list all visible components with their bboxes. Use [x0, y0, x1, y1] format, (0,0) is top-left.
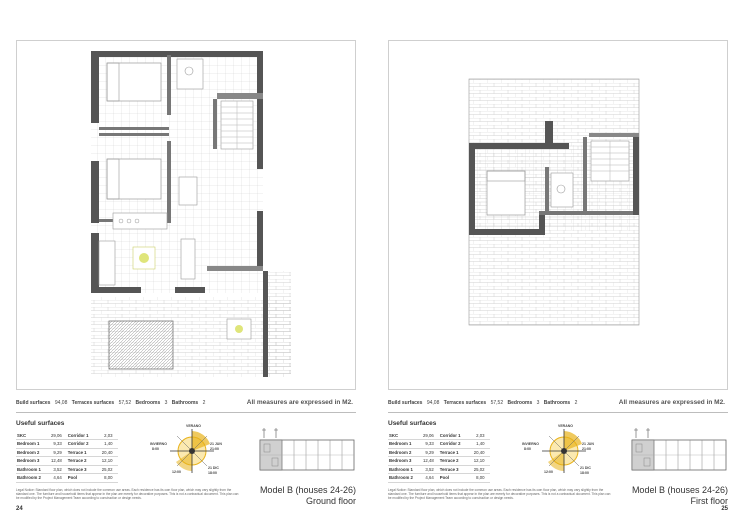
- divider: [388, 412, 728, 413]
- floor-plan-first: [388, 40, 728, 390]
- table-row: [388, 440, 490, 449]
- page-number: 24: [16, 506, 23, 512]
- key-plan-icon: [630, 426, 728, 472]
- room-name: Bedroom 1: [388, 440, 422, 449]
- measures-note: All measures are expressed in M2.: [246, 399, 353, 406]
- compass-jun-time: 21:00: [210, 447, 219, 451]
- room-name: Corridor 1: [439, 431, 473, 440]
- room-name: Bathroom 2: [388, 474, 422, 483]
- room-area: 1,40: [473, 440, 490, 449]
- floor-name: First floor: [690, 496, 728, 506]
- sun-path-compass: [522, 424, 594, 482]
- floor-plan-ground: [16, 40, 356, 390]
- useful-surfaces-title: Useful surfaces: [388, 420, 437, 427]
- model-name: Model B (houses 24-26): [631, 485, 728, 495]
- room-area: 2,03: [101, 431, 118, 440]
- terraces-value: 57,52: [118, 400, 132, 406]
- compass-invierno-time: 8:00: [152, 447, 160, 451]
- legal-notice: Legal Notice: Standard floor plan, which does not include the common use areas. Each residence has its own floor plan, which may vary slightly from the standard one. The furniture and household items that appear in the plan are merely for decorative purposes. This is not a contractual document. This plan can be modified by the Project Management Team according to construction or design needs.: [16, 488, 239, 500]
- table-row: [388, 465, 490, 474]
- room-area: 12,10: [473, 457, 490, 466]
- legal-notice: Legal Notice: Standard floor plan, which does not include the common use areas. Each residence has its own floor plan, which may vary slightly from the standard one. The furniture and household items that appear in the plan are merely for decorative purposes. This is not a contractual document. This plan can be modified by the Project Management Team according to construction or design needs.: [388, 488, 611, 500]
- room-name: Bathroom 1: [16, 465, 50, 474]
- useful-surfaces-table: [388, 431, 490, 483]
- compass-dic: 21 DIC: [208, 466, 219, 470]
- room-area: 12,48: [422, 457, 439, 466]
- room-name: Bathroom 1: [388, 465, 422, 474]
- terraces-label: Terraces surfaces: [443, 400, 487, 406]
- room-area: 4,64: [50, 474, 67, 483]
- surface-summary: [16, 400, 356, 412]
- table-row: [388, 448, 490, 457]
- table-row: [16, 474, 118, 483]
- model-name: Model B (houses 24-26): [259, 485, 356, 495]
- sun-path-compass: [150, 424, 222, 482]
- compass-invierno: INVIERNO: [150, 442, 167, 446]
- table-row: [16, 431, 118, 440]
- room-area: 4,64: [422, 474, 439, 483]
- room-area: 9,33: [422, 440, 439, 449]
- room-area: 9,29: [50, 448, 67, 457]
- room-area: 9,33: [50, 440, 67, 449]
- room-name: Corridor 2: [67, 440, 101, 449]
- room-name: Corridor 2: [439, 440, 473, 449]
- room-name: Terrace 3: [439, 465, 473, 474]
- page-number: 25: [721, 506, 728, 512]
- table-row: [388, 457, 490, 466]
- table-row: [388, 431, 490, 440]
- measures-note: All measures are expressed in M2.: [618, 399, 725, 406]
- room-name: Terrace 1: [439, 448, 473, 457]
- room-name: Terrace 2: [439, 457, 473, 466]
- compass-dic: 21 DIC: [580, 466, 591, 470]
- room-name: Bathroom 2: [16, 474, 50, 483]
- table-row: [16, 448, 118, 457]
- useful-surfaces-title: Useful surfaces: [16, 420, 65, 427]
- model-title: [260, 485, 356, 507]
- room-area: 29,06: [50, 431, 67, 440]
- room-area: 3,52: [50, 465, 67, 474]
- room-name: Terrace 1: [67, 448, 101, 457]
- compass-dic-time: 18:00: [580, 471, 589, 475]
- room-area: 1,40: [101, 440, 118, 449]
- page-first-floor: [372, 0, 744, 526]
- room-name: Bedroom 2: [388, 448, 422, 457]
- compass-verano: VERANO: [186, 424, 201, 428]
- room-area: 25,02: [473, 465, 490, 474]
- compass-jun: 21 JUN: [210, 442, 222, 446]
- ground-floor-drawing: [17, 41, 357, 391]
- room-name: Bedroom 3: [16, 457, 50, 466]
- room-name: Terrace 3: [67, 465, 101, 474]
- table-row: [16, 440, 118, 449]
- room-name: Terrace 2: [67, 457, 101, 466]
- compass-verano: VERANO: [558, 424, 573, 428]
- room-name: Pool: [67, 474, 101, 483]
- bedrooms-value: 3: [164, 400, 168, 406]
- compass-noon: 12:00: [172, 470, 181, 474]
- bedrooms-label: Bedrooms: [135, 400, 161, 406]
- compass-noon: 12:00: [544, 470, 553, 474]
- room-area: 8,00: [101, 474, 118, 483]
- surface-summary: [388, 400, 728, 412]
- room-area: 12,48: [50, 457, 67, 466]
- room-area: 25,02: [101, 465, 118, 474]
- model-title: [632, 485, 728, 507]
- first-floor-drawing: [389, 41, 729, 391]
- bedrooms-label: Bedrooms: [507, 400, 533, 406]
- compass-jun-time: 21:00: [582, 447, 591, 451]
- floor-name: Ground floor: [305, 496, 356, 506]
- bathrooms-label: Bathrooms: [543, 400, 571, 406]
- divider: [16, 412, 356, 413]
- compass-jun: 21 JUN: [582, 442, 594, 446]
- room-name: Pool: [439, 474, 473, 483]
- bathrooms-value: 2: [574, 400, 578, 406]
- room-area: 8,00: [473, 474, 490, 483]
- build-surfaces-label: Build surfaces: [388, 400, 423, 406]
- build-surfaces-label: Build surfaces: [16, 400, 51, 406]
- bathrooms-label: Bathrooms: [171, 400, 199, 406]
- room-area: 29,06: [422, 431, 439, 440]
- room-name: Corridor 1: [67, 431, 101, 440]
- room-name: Bedroom 3: [388, 457, 422, 466]
- room-name: SKC: [388, 431, 422, 440]
- build-surfaces-value: 94,08: [426, 400, 440, 406]
- room-name: Bedroom 2: [16, 448, 50, 457]
- bedrooms-value: 3: [536, 400, 540, 406]
- terraces-value: 57,52: [490, 400, 504, 406]
- room-area: 3,52: [422, 465, 439, 474]
- compass-dic-time: 18:00: [208, 471, 217, 475]
- room-name: SKC: [16, 431, 50, 440]
- room-area: 2,03: [473, 431, 490, 440]
- compass-invierno: INVIERNO: [522, 442, 539, 446]
- key-plan-icon: [258, 426, 356, 472]
- room-area: 9,29: [422, 448, 439, 457]
- table-row: [388, 474, 490, 483]
- room-area: 12,10: [101, 457, 118, 466]
- table-row: [16, 465, 118, 474]
- room-area: 20,40: [101, 448, 118, 457]
- build-surfaces-value: 94,08: [54, 400, 68, 406]
- table-row: [16, 457, 118, 466]
- terraces-label: Terraces surfaces: [71, 400, 115, 406]
- useful-surfaces-table: [16, 431, 118, 483]
- room-area: 20,40: [473, 448, 490, 457]
- bathrooms-value: 2: [202, 400, 206, 406]
- compass-invierno-time: 8:00: [524, 447, 532, 451]
- room-name: Bedroom 1: [16, 440, 50, 449]
